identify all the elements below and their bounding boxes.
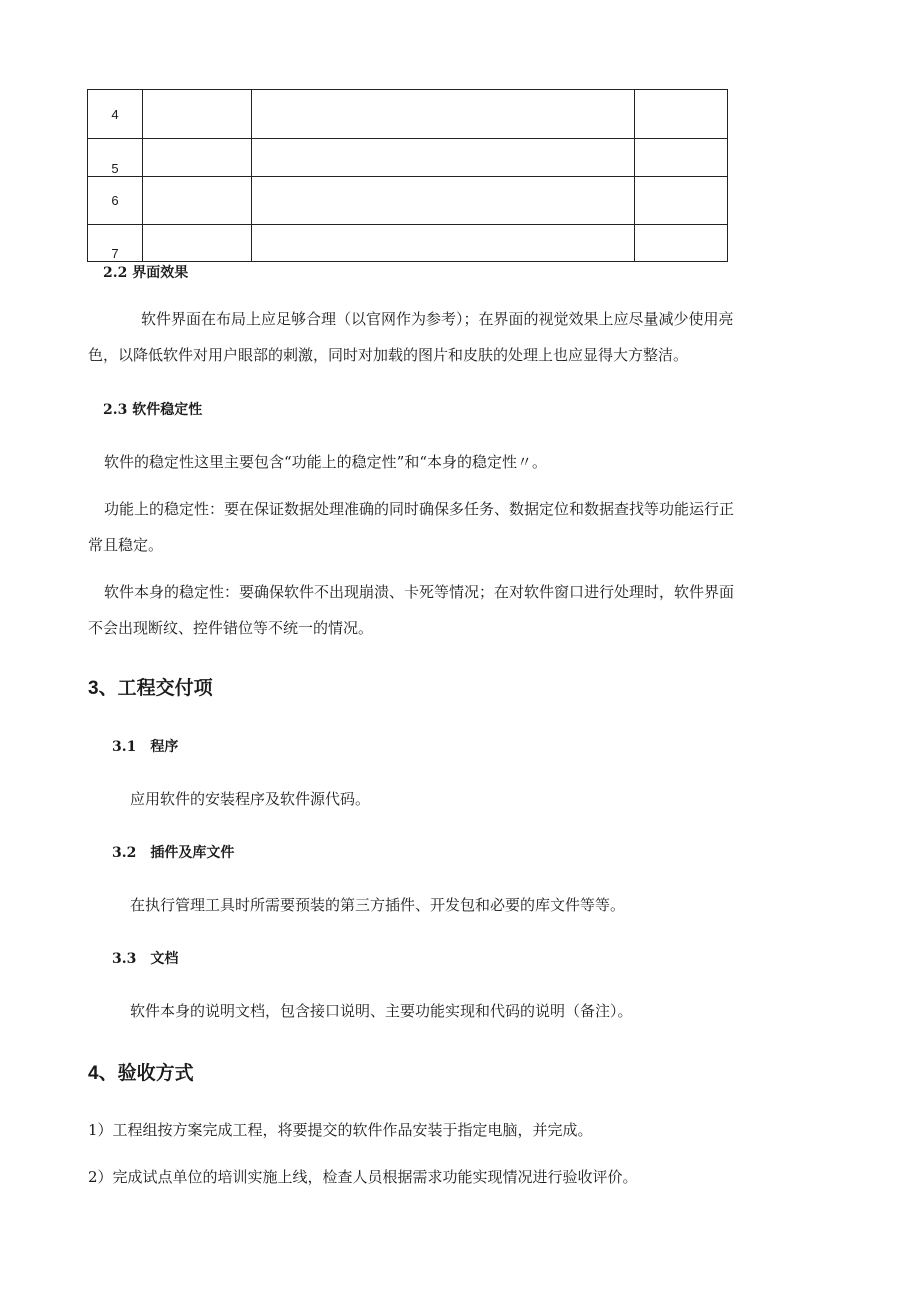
table-cell <box>252 225 635 262</box>
list-item: 1）工程组按方案完成工程，将要提交的软件作品安装于指定电脑，并完成。 <box>88 1121 593 1139</box>
paragraph-line: 应用软件的安装程序及软件源代码。 <box>130 790 371 808</box>
paragraph-line: 软件本身的说明文档，包含接口说明、主要功能实现和代码的说明（备注）。 <box>130 1002 633 1020</box>
paragraph-line: 功能上的稳定性：要在保证数据处理准确的同时确保多任务、数据定位和数据查找等功能运行正 <box>104 500 735 518</box>
paragraph-line: 软件本身的稳定性：要确保软件不出现崩溃、卡死等情况；在对软件窗口进行处理时，软件界面 <box>104 583 735 601</box>
section-3-3-heading: 3.3 文档 <box>112 951 179 967</box>
row-number: 7 <box>88 225 143 262</box>
table-cell <box>143 90 252 139</box>
section-3-2-heading: 3.2 插件及库文件 <box>112 845 235 861</box>
table-cell <box>635 177 728 225</box>
table-cell <box>143 225 252 262</box>
table-cell <box>252 90 635 139</box>
paragraph-line: 软件的稳定性这里主要包含“功能上的稳定性”和“本身的稳定性〃。 <box>104 453 548 471</box>
section-2-2-heading: 2.2 界面效果 <box>103 265 189 281</box>
section-3-1-heading: 3.1 程序 <box>112 739 179 755</box>
table-cell <box>252 177 635 225</box>
table-row <box>88 225 728 262</box>
paragraph-line: 在执行管理工具时所需要预装的第三方插件、开发包和必要的库文件等等。 <box>130 896 626 914</box>
row-number: 5 <box>88 139 143 177</box>
table-row <box>88 139 728 177</box>
table-cell <box>635 90 728 139</box>
table-cell <box>143 139 252 177</box>
table-cell <box>635 225 728 262</box>
section-3-heading: 3、工程交付项 <box>88 678 213 699</box>
paragraph-line: 软件界面在布局上应足够合理（以官网作为参考）；在界面的视觉效果上应尽量减少使用亮 <box>141 310 734 328</box>
paragraph-line: 色，以降低软件对用户眼部的刺激，同时对加载的图片和皮肤的处理上也应显得大方整洁。 <box>88 346 689 364</box>
section-4-heading: 4、验收方式 <box>88 1063 194 1084</box>
paragraph-line: 不会出现断纹、控件错位等不统一的情况。 <box>88 619 374 637</box>
row-number: 4 <box>88 90 143 139</box>
section-2-3-heading: 2.3 软件稳定性 <box>103 402 203 418</box>
table-cell <box>252 139 635 177</box>
table-cell <box>635 139 728 177</box>
table-cell <box>143 177 252 225</box>
list-item: 2）完成试点单位的培训实施上线，检查人员根据需求功能实现情况进行验收评价。 <box>88 1168 638 1186</box>
table-row <box>88 177 728 225</box>
table-row <box>88 90 728 139</box>
requirements-table <box>87 89 728 262</box>
row-number: 6 <box>88 177 143 225</box>
paragraph-line: 常且稳定。 <box>88 536 164 554</box>
